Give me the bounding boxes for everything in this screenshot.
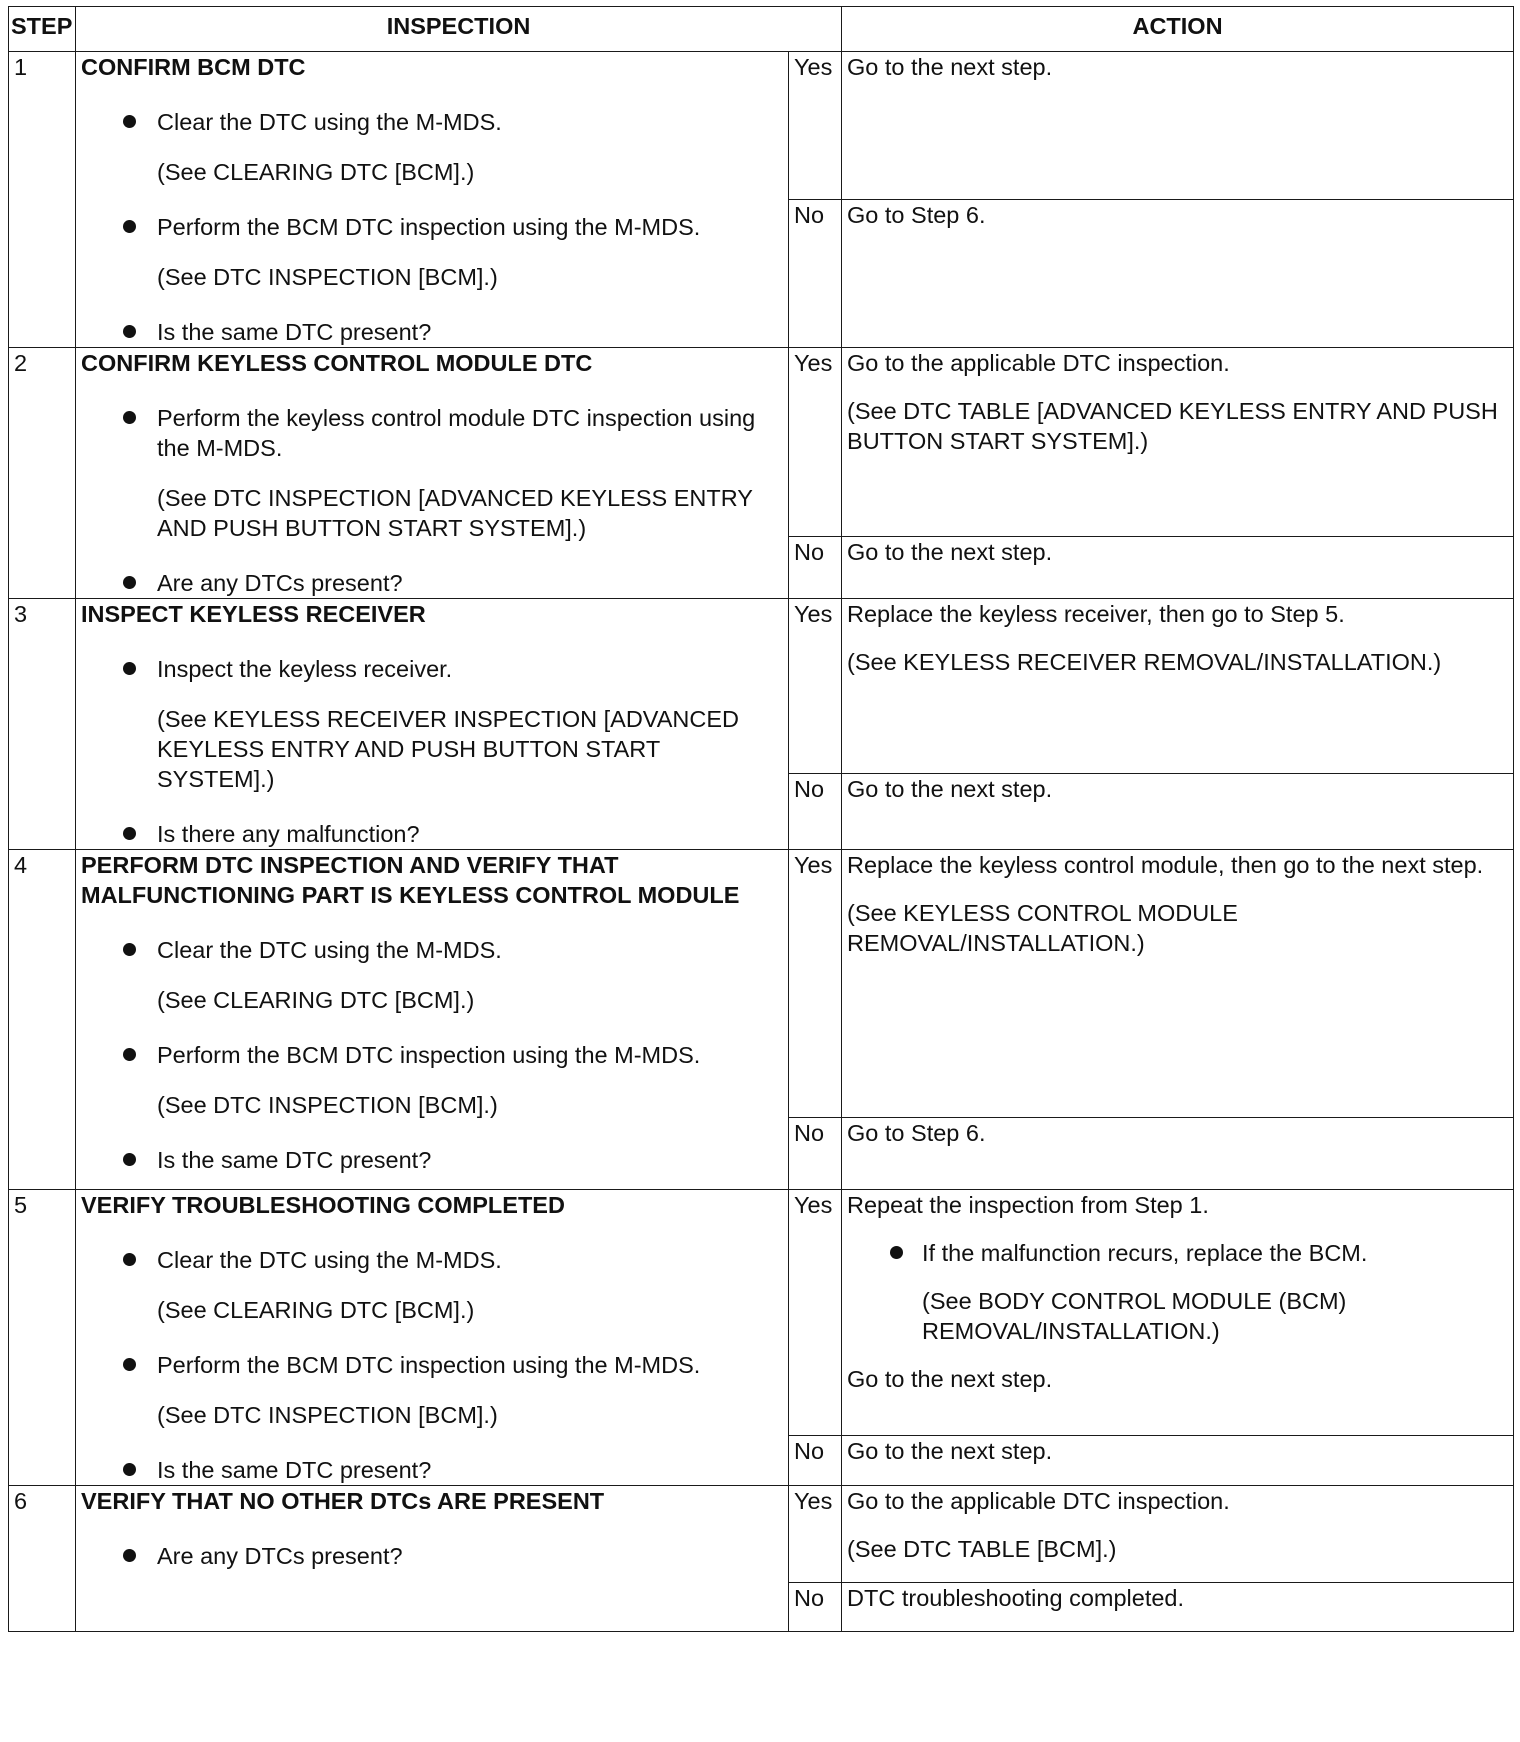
yes-label: Yes [789,348,842,537]
list-item [81,317,783,347]
no-label: No [789,773,842,849]
inspection-text: Are any DTCs present? [157,1543,403,1569]
bullet-icon [123,220,136,233]
bullet-icon [123,1253,136,1266]
yes-action-cell [842,1486,1514,1583]
action-text: (See KEYLESS CONTROL MODULE REMOVAL/INSTALLATION.) [847,900,1238,956]
action-bullet [847,1238,1508,1268]
inspection-bullet [81,568,783,598]
inspection-list [81,654,783,849]
inspection-list [81,1245,783,1485]
inspection-cell [76,52,789,348]
bullet-icon [123,115,136,128]
header-step: STEP [9,7,76,52]
action-bullet-text: If the malfunction recurs, replace the BCM. [922,1240,1368,1266]
inspection-cell [76,850,789,1190]
inspection-text: Clear the DTC using the M-MDS. [157,1247,502,1273]
step-title: CONFIRM BCM DTC [81,54,306,80]
list-item [81,1145,783,1175]
list-item [81,568,783,598]
step-number: 4 [9,850,76,1190]
yes-label: Yes [789,52,842,200]
inspection-cell [76,1190,789,1486]
action-text: Replace the keyless control module, then go to the next step. [847,852,1484,878]
inspection-text: Is the same DTC present? [157,1147,432,1173]
no-label: No [789,1583,842,1632]
no-label: No [789,1118,842,1190]
no-action-cell [842,1436,1514,1486]
inspection-bullet [81,1541,783,1571]
action-text: Go to the next step. [847,54,1053,80]
list-item [81,1541,783,1571]
no-label: No [789,536,842,599]
yes-action-cell [842,52,1514,200]
no-label: No [789,200,842,348]
action-text: Go to the next step. [847,1366,1053,1392]
yes-label: Yes [789,850,842,1118]
step-row [9,599,1514,774]
troubleshooting-table [8,6,1514,1632]
inspection-text: Are any DTCs present? [157,570,403,596]
bullet-icon [123,1358,136,1371]
no-action-cell [842,536,1514,599]
no-action-cell [842,773,1514,849]
bullet-icon [123,411,136,424]
bullet-icon [123,1549,136,1562]
action-text: Repeat the inspection from Step 1. [847,1192,1209,1218]
inspection-bullet [81,212,783,242]
bullet-icon [123,576,136,589]
step-row [9,52,1514,200]
bullet-icon [890,1246,903,1259]
bullet-icon [123,662,136,675]
step-row [9,348,1514,537]
inspection-text: Perform the keyless control module DTC inspection using the M-MDS. [157,405,756,461]
reference-text: (See BODY CONTROL MODULE (BCM) REMOVAL/INSTALLATION.) [922,1288,1347,1344]
inspection-bullet [81,1245,783,1275]
list-item [81,1245,783,1325]
action-text: (See DTC TABLE [BCM].) [847,1536,1117,1562]
bullet-icon [123,943,136,956]
action-text: Go to the next step. [847,1438,1053,1465]
step-row [9,850,1514,1118]
inspection-text: Perform the BCM DTC inspection using the M-MDS. [157,1042,701,1068]
bullet-icon [123,1463,136,1476]
step-title: VERIFY THAT NO OTHER DTCs ARE PRESENT [81,1488,605,1514]
header-inspection: INSPECTION [76,7,842,52]
reference-text: (See DTC INSPECTION [ADVANCED KEYLESS ENTRY AND PUSH BUTTON START SYSTEM].) [157,485,753,541]
list-item [81,403,783,543]
inspection-list [81,107,783,347]
bullet-icon [123,325,136,338]
inspection-bullet [81,654,783,684]
reference-text: (See DTC INSPECTION [BCM].) [157,264,498,290]
bullet-icon [123,1153,136,1166]
reference-text: (See DTC INSPECTION [BCM].) [157,1092,498,1118]
reference-text: (See KEYLESS RECEIVER INSPECTION [ADVANCED KEYLESS ENTRY AND PUSH BUTTON START SYSTEM].) [157,706,740,792]
inspection-text: Inspect the keyless receiver. [157,656,453,682]
troubleshooting-document [8,6,1514,1632]
action-text: Go to Step 6. [847,202,986,228]
action-text: Go to the next step. [847,538,1053,565]
inspection-text: Perform the BCM DTC inspection using the M-MDS. [157,1352,701,1378]
step-number: 5 [9,1190,76,1486]
reference-text: (See CLEARING DTC [BCM].) [157,1297,475,1323]
step-number: 3 [9,599,76,850]
no-action-cell [842,1118,1514,1190]
inspection-bullet [81,1455,783,1485]
inspection-text: Clear the DTC using the M-MDS. [157,109,502,135]
yes-label: Yes [789,1486,842,1583]
header-action: ACTION [842,7,1514,52]
table-body [9,52,1514,1632]
reference-text: (See DTC INSPECTION [BCM].) [157,1402,498,1428]
no-action-cell [842,1583,1514,1632]
inspection-bullet [81,1350,783,1380]
inspection-list [81,403,783,598]
inspection-bullet [81,107,783,137]
inspection-bullet [81,819,783,849]
inspection-text: Is there any malfunction? [157,821,420,847]
action-text: Go to the next step. [847,775,1053,802]
header-row [9,7,1514,52]
step-title: PERFORM DTC INSPECTION AND VERIFY THAT MALFUNCTIONING PART IS KEYLESS CONTROL MODULE [81,852,740,908]
inspection-text: Is the same DTC present? [157,319,432,345]
bullet-icon [123,827,136,840]
inspection-bullet [81,935,783,965]
action-text: (See KEYLESS RECEIVER REMOVAL/INSTALLATION.) [847,649,1442,675]
step-row [9,1190,1514,1436]
inspection-cell [76,1486,789,1632]
inspection-list [81,1541,783,1571]
list-item [81,107,783,187]
inspection-list [81,935,783,1175]
inspection-bullet [81,317,783,347]
inspection-bullet [81,403,783,463]
step-title: INSPECT KEYLESS RECEIVER [81,601,426,627]
yes-action-cell [842,850,1514,1118]
yes-action-cell [842,1190,1514,1436]
action-text: Replace the keyless receiver, then go to Step 5. [847,601,1345,627]
list-item [81,212,783,292]
step-number: 6 [9,1486,76,1632]
action-text: DTC troubleshooting completed. [847,1585,1185,1611]
step-number: 2 [9,348,76,599]
list-item [81,654,783,794]
inspection-cell [76,599,789,850]
inspection-text: Clear the DTC using the M-MDS. [157,937,502,963]
yes-label: Yes [789,1190,842,1436]
bullet-icon [123,1048,136,1061]
inspection-bullet [81,1145,783,1175]
list-item [81,1350,783,1430]
no-label: No [789,1436,842,1486]
reference-text: (See CLEARING DTC [BCM].) [157,159,475,185]
action-text: Go to Step 6. [847,1120,986,1146]
inspection-cell [76,348,789,599]
action-text: Go to the applicable DTC inspection. [847,1488,1230,1514]
list-item [81,819,783,849]
action-text: (See DTC TABLE [ADVANCED KEYLESS ENTRY AND PUSH BUTTON START SYSTEM].) [847,398,1498,454]
step-title: CONFIRM KEYLESS CONTROL MODULE DTC [81,350,593,376]
list-item [81,1455,783,1485]
step-title: VERIFY TROUBLESHOOTING COMPLETED [81,1192,565,1218]
yes-action-cell [842,599,1514,774]
action-text: Go to the applicable DTC inspection. [847,350,1230,376]
inspection-bullet [81,1040,783,1070]
inspection-text: Perform the BCM DTC inspection using the M-MDS. [157,214,701,240]
step-row [9,1486,1514,1583]
yes-action-cell [842,348,1514,537]
inspection-text: Is the same DTC present? [157,1457,432,1483]
no-action-cell [842,200,1514,348]
reference-text: (See CLEARING DTC [BCM].) [157,987,475,1013]
step-number: 1 [9,52,76,348]
list-item [81,1040,783,1120]
list-item [81,935,783,1015]
yes-label: Yes [789,599,842,774]
